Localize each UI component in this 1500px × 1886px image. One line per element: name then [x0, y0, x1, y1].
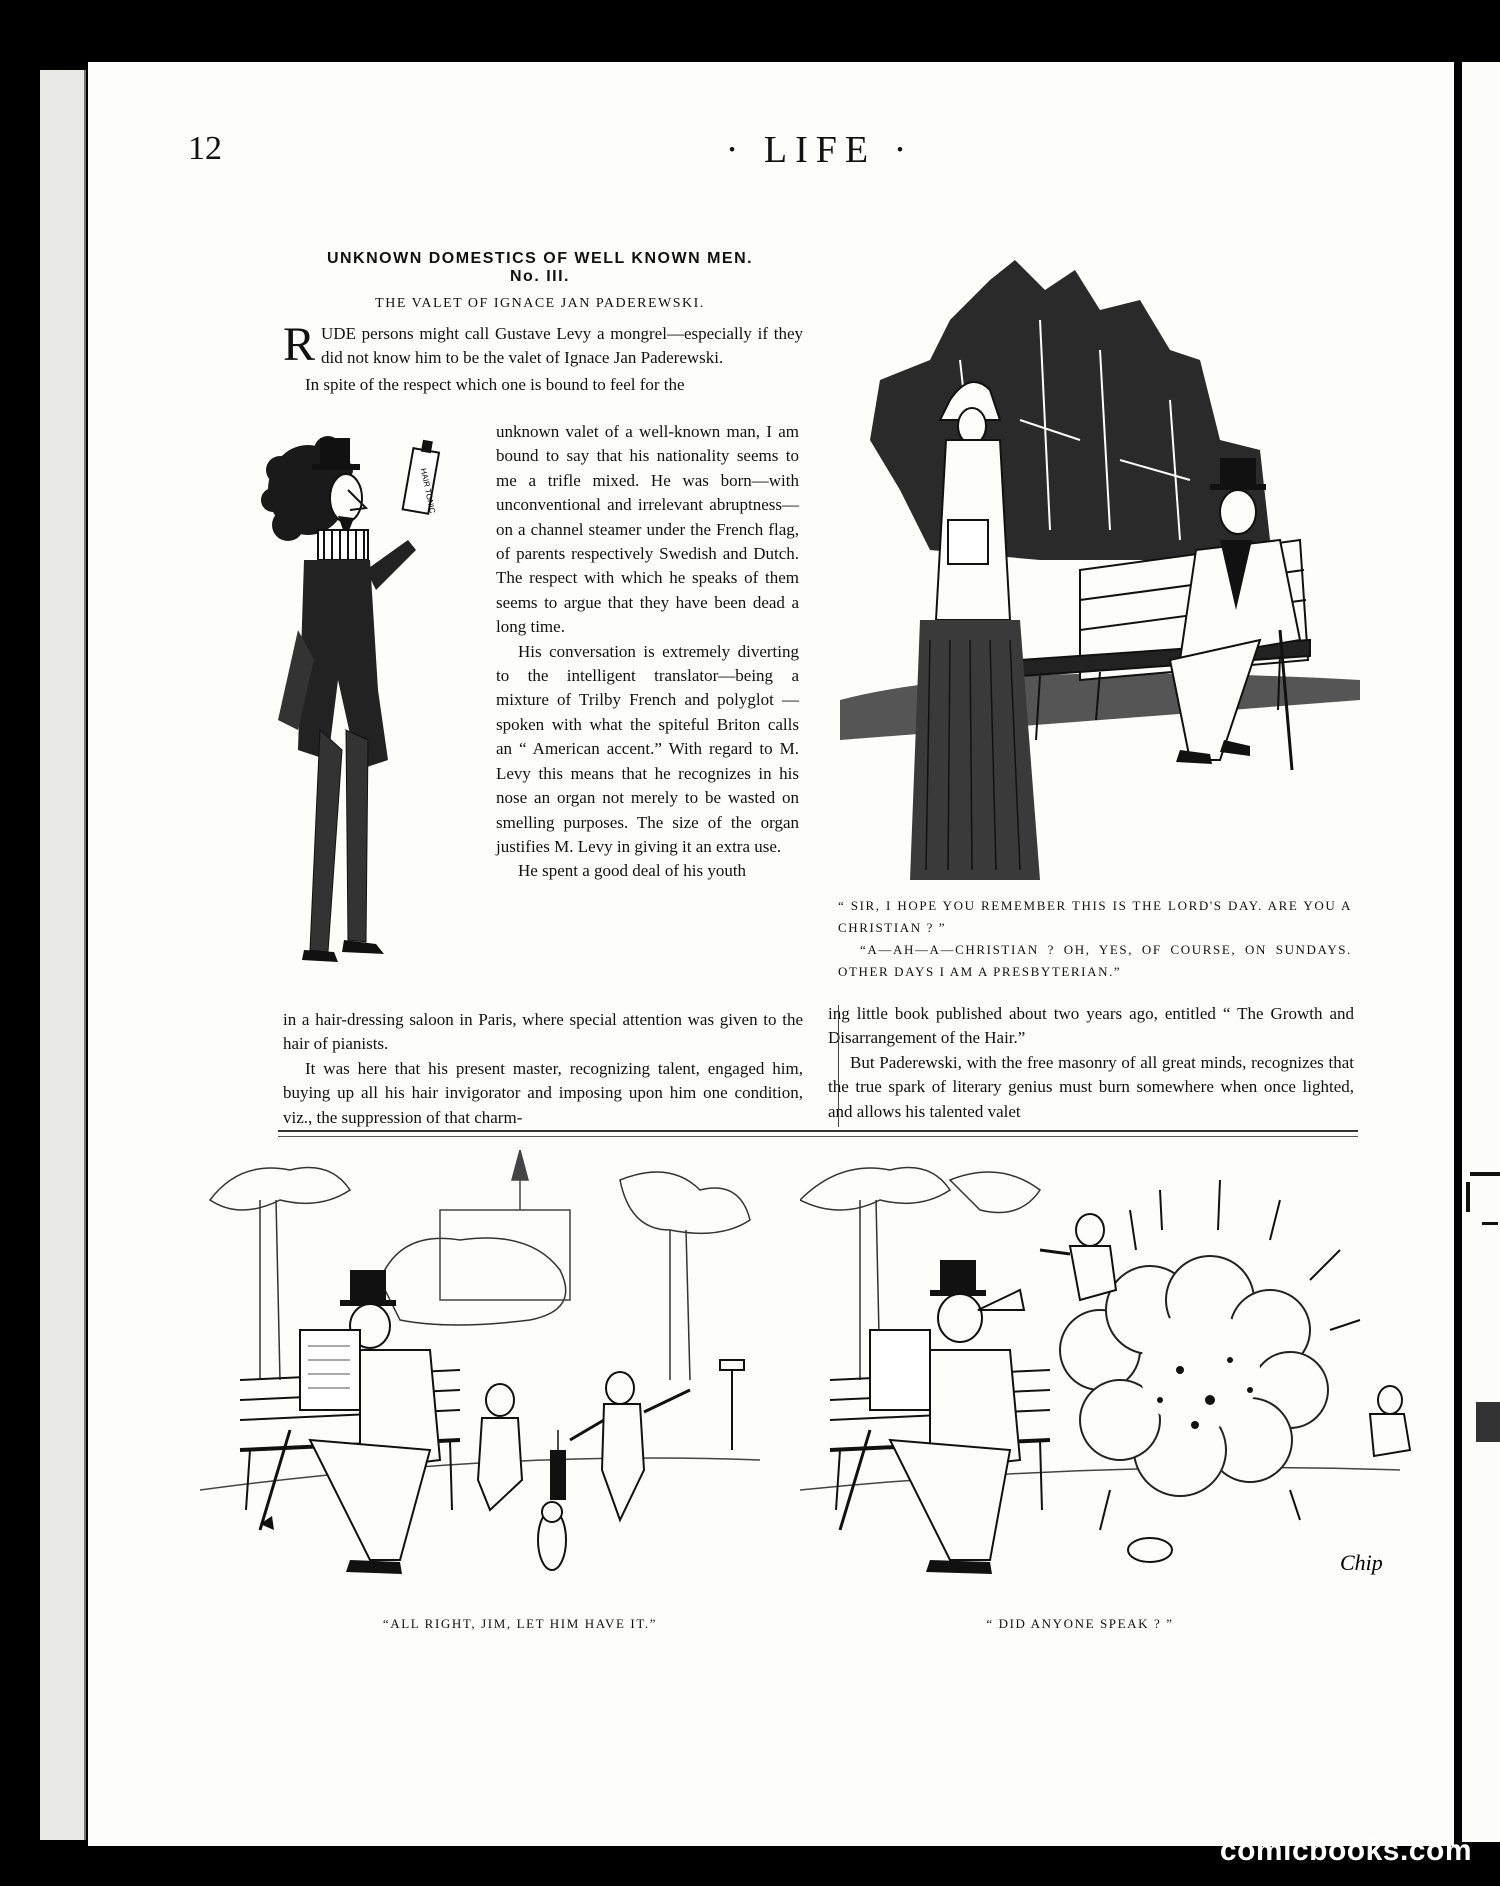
paragraph-4-rest: in a hair-dressing saloon in Paris, where special attention was given to the hair of pianists.	[283, 1010, 803, 1054]
article-subhead: THE VALET OF IGNACE JAN PADEREWSKI.	[375, 296, 705, 311]
paragraph-2-start: In spite of the respect which one is bound to feel for the	[305, 374, 685, 394]
page-number: 12	[188, 130, 222, 167]
site-watermark: comicbooks.com	[1219, 1834, 1472, 1867]
next-page-sliver	[1462, 62, 1500, 1842]
paragraph-3: His conversation is extremely diverting to the intelligent translator—being a mixture of Trilby French and polyglot —spoken with what the spiteful Briton calls an “ American accent.” With regard to M. Levy this means that he recognizes in his nose an organ not merely to be wasted on smelling purposes. The size of the organ justifies M. Levy in giving it an extra use.	[496, 641, 799, 856]
masthead-title: · LIFE ·	[725, 129, 915, 171]
bottle-label: HAIR TONIC	[418, 467, 438, 515]
paragraph-1: UDE persons might call Gustave Levy a mongrel—especially if they did not know him to be the valet of Ignace Jan Paderewski.	[321, 324, 803, 368]
comic-panel-left	[200, 1150, 760, 1590]
comic-panel-right	[800, 1150, 1440, 1590]
comic-left-caption: “ALL RIGHT, JIM, LET HIM HAVE IT.”	[382, 1616, 658, 1631]
article-headline	[240, 250, 840, 286]
headline-line-1: UNKNOWN DOMESTICS OF WELL KNOWN MEN.	[326, 250, 754, 267]
park-caption-line-1: “ SIR, I HOPE YOU REMEMBER THIS IS THE LORD'S DAY. ARE YOU A CHRISTIAN ? ”	[838, 898, 1352, 935]
article-lower-right	[828, 1002, 1354, 1124]
adjacent-page-edge	[40, 70, 86, 1840]
artist-signature: Chip	[1340, 1550, 1383, 1575]
paragraph-4-start: He spent a good deal of his youth	[518, 861, 747, 881]
paragraph-2-rest: unknown valet of a well-known man, I am bound to say that his nationality seems to me a trifle mixed. He was born—with unconventional and irrelevant abruptness—on a channel steamer under the French flag, of parents respectively Swedish and Dutch. The respect with which he speaks of them seems to argue that they have been dead a long time.	[496, 422, 799, 637]
article-narrow-column	[496, 420, 799, 884]
park-scene-illustration	[840, 240, 1360, 880]
section-rule-thin	[278, 1136, 1358, 1137]
col2-paragraph-2: But Paderewski, with the free masonry of all great minds, recognizes that the true spark of literary genius must burn somewhere when once lighted, and allows his talented valet	[828, 1052, 1354, 1121]
article-intro	[283, 318, 803, 397]
comic-right-caption: “ DID ANYONE SPEAK ? ”	[986, 1616, 1174, 1631]
valet-illustration	[258, 430, 494, 990]
paragraph-5: It was here that his present master, recognizing talent, engaged him, buying up all his hair invigorator and imposing upon him one condition, viz., the suppression of that charm-	[283, 1058, 803, 1127]
section-rule	[278, 1130, 1358, 1132]
drop-cap: R	[283, 318, 316, 371]
article-lower-left	[283, 1008, 803, 1130]
park-caption-line-2: “A—AH—A—CHRISTIAN ? OH, YES, OF COURSE, ON SUNDAYS. OTHER DAYS I AM A PRESBYTERIAN.”	[838, 942, 1352, 979]
col2-paragraph-1: ing little book published about two years ago, entitled “ The Growth and Disarrangement of the Hair.”	[828, 1004, 1354, 1048]
headline-line-2: No. III.	[510, 268, 570, 285]
column-divider	[838, 1005, 839, 1127]
